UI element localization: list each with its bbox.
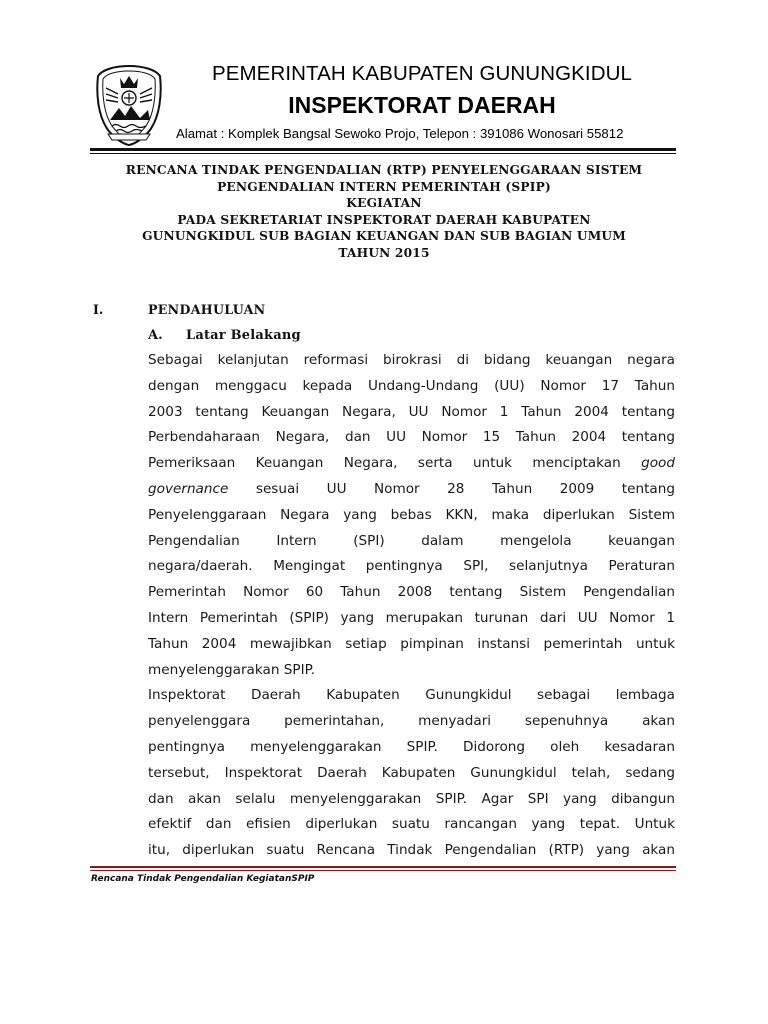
paragraph-line: efektif dan efisien diperlukan suatu rancangan yang tepat. Untuk [148,816,675,833]
subsection-title: Latar Belakang [186,328,301,343]
paragraph-line [148,477,675,503]
paragraph-line: pentingnya menyelenggarakan SPIP. Didorong oleh kesadaran [148,738,675,755]
paragraph-line: Intern Pemerintah (SPIP) yang merupakan turunan dari UU Nomor 1 [148,609,675,626]
paragraph-line: Penyelenggaraan Negara yang bebas KKN, maka diperlukan Sistem [148,506,675,523]
regency-coat-of-arms-icon [94,64,164,146]
paragraph-line: menyelenggarakan SPIP. [148,661,316,678]
title-line: PENGENDALIAN INTERN PEMERINTAH (SPIP) [217,179,551,194]
title-line: TAHUN 2015 [338,245,430,260]
letterhead-rule-thin [90,153,676,154]
paragraph-line: dan akan selalu menyelenggarakan SPIP. Agar SPI yang dibangun [148,790,675,807]
body-text [148,348,675,864]
paragraph-line: 2003 tentang Keuangan Negara, UU Nomor 1 Tahun 2004 tentang [148,403,675,420]
document-title [84,162,684,261]
italic-term: governance [148,480,229,497]
paragraph-line: Sebagai kelanjutan reformasi birokrasi di bidang keuangan negara [148,352,675,368]
office-address: Alamat : Komplek Bangsal Sewoko Projo, Telepon : 391086 Wonosari 55812 [176,126,624,141]
footer-rule-thin [90,870,676,871]
italic-term: good [641,455,676,472]
line-text: Pemeriksaan Keuangan Negara, serta untuk menciptakan [148,455,621,472]
section-number: I. [93,302,104,317]
title-line: RENCANA TINDAK PENGENDALIAN (RTP) PENYELENGGARAAN SISTEM [125,163,643,177]
paragraph-line [148,451,675,477]
government-name: PEMERINTAH KABUPATEN GUNUNGKIDUL [211,62,633,85]
letterhead-rule-thick [90,148,676,151]
subsection-letter: A. [148,328,163,343]
line-text: sesuai UU Nomor 28 Tahun 2009 tentang [255,480,676,497]
footer-rule-thick [90,866,676,868]
paragraph-line: Tahun 2004 mewajibkan setiap pimpinan instansi pemerintah untuk [148,635,675,652]
section-title: PENDAHULUAN [148,302,266,317]
paragraph-line: penyelenggara pemerintahan, menyadari sepenuhnya akan [148,713,675,730]
paragraph-line: Pemerintah Nomor 60 Tahun 2008 tentang Sistem Pengendalian [148,584,675,601]
paragraph-line: Inspektorat Daerah Kabupaten Gunungkidul sebagai lembaga [148,687,675,704]
paragraph-line: negara/daerah. Mengingat pentingnya SPI, selanjutnya Peraturan [148,558,675,575]
paragraph-line: Pengendalian Intern (SPI) dalam mengelola keuangan [148,532,675,549]
paragraph-line: Perbendaharaan Negara, dan UU Nomor 15 Tahun 2004 tentang [148,429,675,446]
office-name: INSPEKTORAT DAERAH [288,92,556,118]
paragraph-line: itu, diperlukan suatu Rencana Tindak Pengendalian (RTP) yang akan [148,842,675,859]
title-line: PADA SEKRETARIAT INSPEKTORAT DAERAH KABUPATEN [177,212,591,227]
paragraph-line: tersebut, Inspektorat Daerah Kabupaten Gunungkidul telah, sedang [148,764,675,781]
title-line: KEGIATAN [346,196,422,210]
title-line: GUNUNGKIDUL SUB BAGIAN KEUANGAN DAN SUB BAGIAN UMUM [142,229,626,243]
footer-text: Rencana Tindak Pengendalian KegiatanSPIP [91,874,315,884]
paragraph-line: dengan menggacu kepada Undang-Undang (UU) Nomor 17 Tahun [148,377,675,394]
